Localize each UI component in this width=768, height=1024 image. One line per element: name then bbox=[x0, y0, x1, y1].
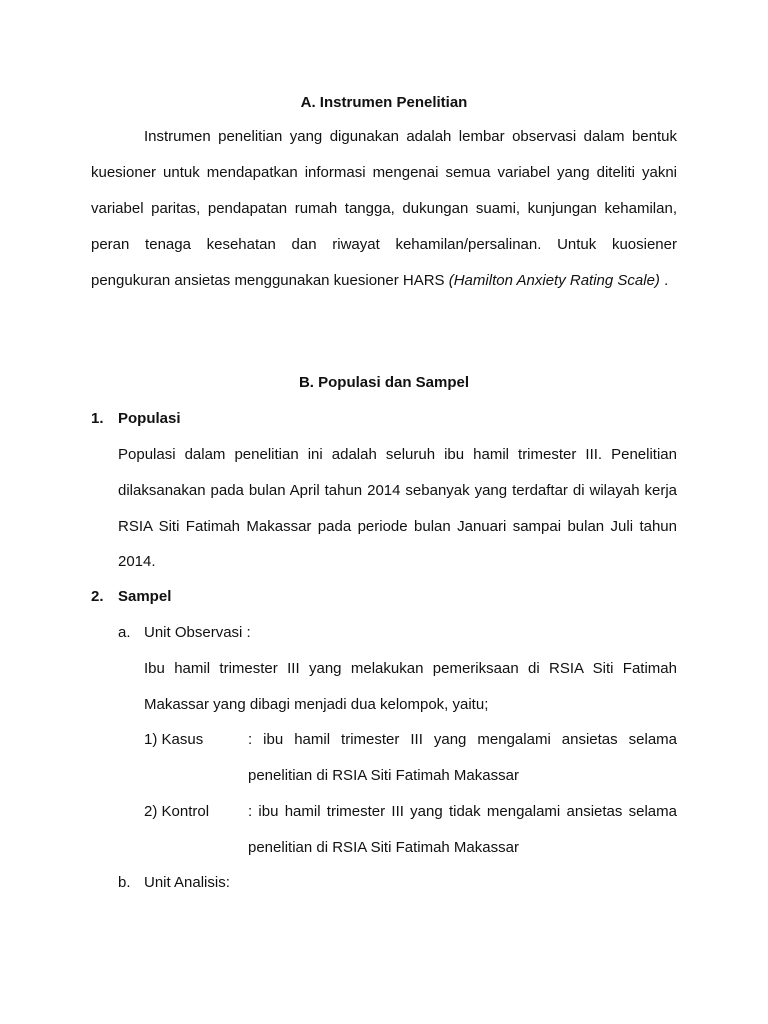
group-description: penelitian di RSIA Siti Fatimah Makassar bbox=[248, 839, 519, 856]
list-marker: b. bbox=[118, 874, 131, 891]
paragraph-line: RSIA Siti Fatimah Makassar pada periode bulan Januari sampai bulan Juli tahun bbox=[118, 518, 677, 535]
list-number: 2. bbox=[91, 588, 104, 605]
paragraph-line: Makassar yang dibagi menjadi dua kelompok, yaitu; bbox=[144, 696, 489, 713]
paragraph-text: pengukuran ansietas menggunakan kuesioner HARS bbox=[91, 272, 449, 289]
paragraph-line: dilaksanakan pada bulan April tahun 2014 sebanyak yang terdaftar di wilayah kerja bbox=[118, 482, 677, 499]
paragraph-line: Ibu hamil trimester III yang melakukan pemeriksaan di RSIA Siti Fatimah bbox=[144, 660, 677, 677]
paragraph-line: variabel paritas, pendapatan rumah tangga, dukungan suami, kunjungan kehamilan, bbox=[91, 200, 677, 217]
group-label-kasus: 1) Kasus bbox=[144, 731, 204, 748]
hars-fullname: (Hamilton Anxiety Rating Scale) bbox=[448, 272, 660, 289]
paragraph-line: peran tenaga kesehatan dan riwayat kehamilan/persalinan. Untuk kuosiener bbox=[91, 236, 677, 253]
paragraph-line: Instrumen penelitian yang digunakan adalah lembar observasi dalam bentuk bbox=[144, 128, 677, 145]
section-a-heading: A. Instrumen Penelitian bbox=[300, 94, 468, 111]
group-description: penelitian di RSIA Siti Fatimah Makassar bbox=[248, 767, 519, 784]
group-description: : ibu hamil trimester III yang tidak mengalami ansietas selama bbox=[248, 803, 677, 820]
list-number: 1. bbox=[91, 410, 104, 427]
paragraph-line: 2014. bbox=[118, 553, 156, 570]
unit-observasi-label: Unit Observasi : bbox=[144, 624, 251, 641]
paragraph-text: . bbox=[659, 272, 669, 289]
group-description: : ibu hamil trimester III yang mengalami ansietas selama bbox=[248, 731, 677, 748]
sampel-title: Sampel bbox=[118, 588, 172, 605]
section-b-heading: B. Populasi dan Sampel bbox=[298, 374, 470, 391]
unit-analisis-label: Unit Analisis: bbox=[144, 874, 230, 891]
paragraph-last-line bbox=[91, 271, 668, 291]
group-label-kontrol: 2) Kontrol bbox=[144, 803, 210, 820]
paragraph-line: kuesioner untuk mendapatkan informasi mengenai semua variabel yang diteliti yakni bbox=[91, 164, 677, 181]
list-marker: a. bbox=[118, 624, 131, 641]
populasi-title: Populasi bbox=[118, 410, 181, 427]
paragraph-line: Populasi dalam penelitian ini adalah seluruh ibu hamil trimester III. Penelitian bbox=[118, 446, 677, 463]
